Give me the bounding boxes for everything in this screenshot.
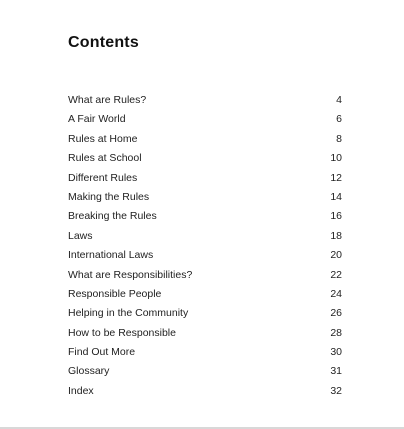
toc-entry-label: Breaking the Rules bbox=[68, 210, 157, 223]
toc-entry-label: Different Rules bbox=[68, 171, 138, 184]
toc-entry bbox=[68, 169, 342, 188]
toc-entry bbox=[68, 130, 342, 149]
toc-entry-page: 31 bbox=[330, 365, 342, 378]
toc-entry-page: 16 bbox=[330, 210, 342, 223]
toc-entry bbox=[68, 285, 342, 304]
toc-entry bbox=[68, 324, 342, 343]
toc-entry-label: Find Out More bbox=[68, 346, 136, 359]
toc-entry-page: 28 bbox=[330, 326, 342, 339]
toc-entry bbox=[68, 304, 342, 323]
toc-entry bbox=[68, 207, 342, 226]
toc-entry-label: Laws bbox=[68, 229, 93, 242]
toc-entry-label: Helping in the Community bbox=[68, 307, 189, 320]
toc-entry-label: Responsible People bbox=[68, 287, 162, 300]
toc-entry bbox=[68, 266, 342, 285]
toc-entry bbox=[68, 343, 342, 362]
toc-entry-page: 30 bbox=[330, 346, 342, 359]
toc-entry bbox=[68, 362, 342, 381]
toc-entry-label: International Laws bbox=[68, 249, 154, 262]
toc-entry bbox=[68, 246, 342, 265]
toc-entry-page: 26 bbox=[330, 307, 342, 320]
toc-entry-label: Rules at School bbox=[68, 152, 142, 165]
toc-entry-page: 12 bbox=[330, 171, 342, 184]
toc-entry-label: What are Responsibilities? bbox=[68, 268, 193, 281]
toc-entry-page: 10 bbox=[330, 152, 342, 165]
toc-entry-label: What are Rules? bbox=[68, 94, 147, 106]
toc-entry bbox=[68, 227, 342, 246]
toc-entry-label: Index bbox=[68, 384, 94, 397]
toc-entry-page: 14 bbox=[330, 190, 342, 203]
toc-entry-page: 8 bbox=[336, 132, 342, 145]
toc-entry bbox=[68, 382, 342, 401]
toc-entry bbox=[68, 188, 342, 207]
toc-entry bbox=[68, 149, 342, 168]
toc-entry-page: 24 bbox=[330, 287, 342, 300]
toc-entry-page: 4 bbox=[336, 94, 342, 106]
toc-entry-label: Rules at Home bbox=[68, 132, 138, 145]
toc-entry-page: 32 bbox=[330, 384, 342, 397]
toc-entry bbox=[68, 110, 342, 129]
toc-entry-page: 6 bbox=[336, 113, 342, 126]
toc-entry bbox=[68, 91, 342, 110]
toc-entry-label: Making the Rules bbox=[68, 190, 150, 203]
table-of-contents bbox=[68, 91, 342, 401]
toc-entry-label: Glossary bbox=[68, 365, 110, 378]
toc-entry-page: 20 bbox=[330, 249, 342, 262]
toc-entry-label: A Fair World bbox=[68, 113, 126, 126]
toc-entry-page: 18 bbox=[330, 229, 342, 242]
toc-entry-page: 22 bbox=[330, 268, 342, 281]
toc-entry-label: How to be Responsible bbox=[68, 326, 176, 339]
page-title: Contents bbox=[68, 34, 139, 51]
